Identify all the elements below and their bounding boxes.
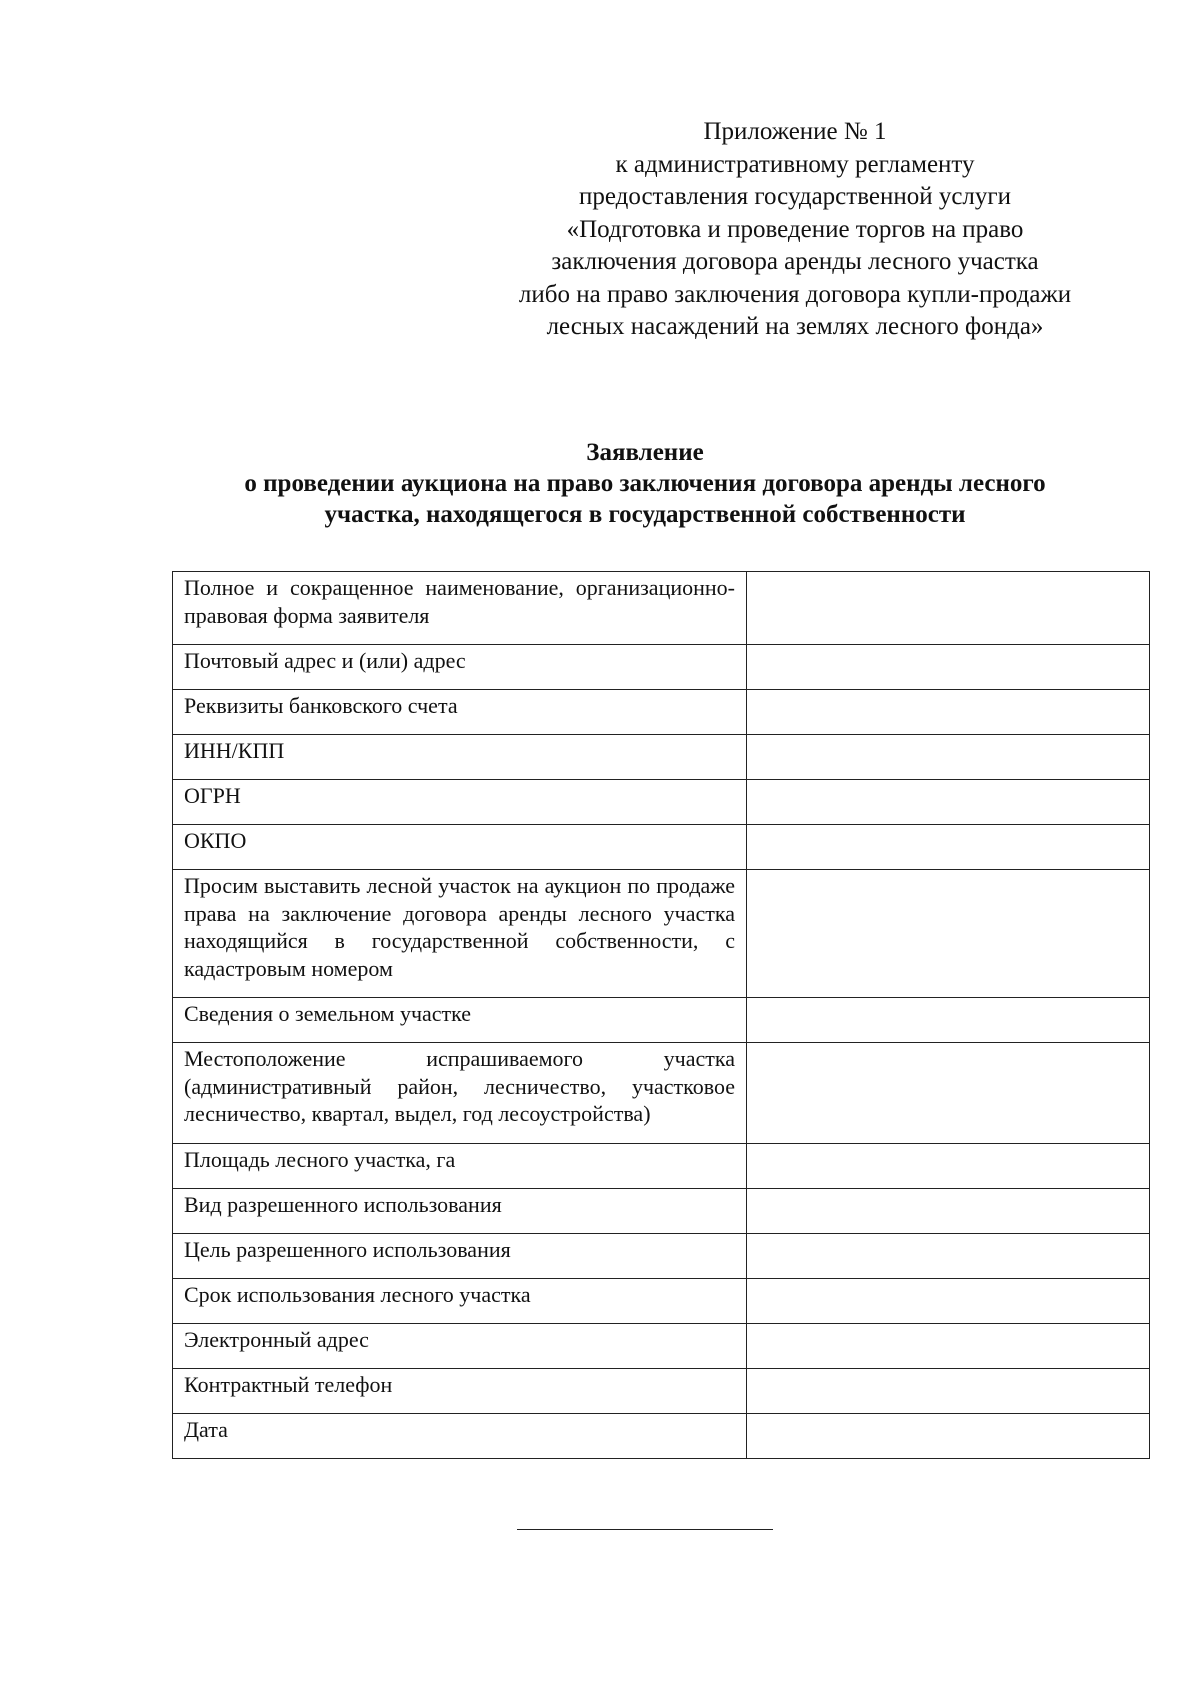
row-label: Сведения о земельном участке [173,998,747,1043]
table-row [173,1324,1150,1369]
application-form-table [172,571,1150,1459]
title-line: о проведении аукциона на право заключения договора аренды лесного [244,470,1046,497]
row-value-field[interactable] [747,690,1150,735]
row-value-field[interactable] [747,1369,1150,1414]
row-label: ОКПО [173,825,747,870]
table-row [173,870,1150,998]
title-line: участка, находящегося в государственной собственности [324,501,966,528]
table-row [173,1144,1150,1189]
table-row [173,1369,1150,1414]
row-value-field[interactable] [747,1234,1150,1279]
appendix-header [470,116,1120,344]
row-label: ОГРН [173,780,747,825]
table-row [173,690,1150,735]
table-row [173,780,1150,825]
row-value-field[interactable] [747,1189,1150,1234]
row-label: Почтовый адрес и (или) адрес [173,645,747,690]
row-value-field[interactable] [747,1414,1150,1459]
row-value-field[interactable] [747,572,1150,645]
row-label: Срок использования лесного участка [173,1279,747,1324]
row-label: Дата [173,1414,747,1459]
row-value-field[interactable] [747,1043,1150,1144]
appendix-line: к административному регламенту [615,150,975,178]
appendix-line: предоставления государственной услуги [578,183,1012,210]
row-label: Контрактный телефон [173,1369,747,1414]
row-value-field[interactable] [747,998,1150,1043]
row-label: Цель разрешенного использования [173,1234,747,1279]
row-value-field[interactable] [747,1144,1150,1189]
row-label: Просим выставить лесной участок на аукцион по продаже права на заключение договора аренды лесного участка находящийся в государственной собственности, с кадастровым номером [173,870,747,998]
appendix-line: Приложение № 1 [703,118,887,145]
table-row [173,1189,1150,1234]
document-title [100,437,1190,530]
table-row [173,825,1150,870]
table-row [173,572,1150,645]
appendix-line: заключения договора аренды лесного участка [551,248,1039,275]
title-heading: Заявление [586,439,704,466]
table-row [173,1234,1150,1279]
row-value-field[interactable] [747,735,1150,780]
row-value-field[interactable] [747,825,1150,870]
signature-line [517,1529,773,1530]
row-label: Вид разрешенного использования [173,1189,747,1234]
appendix-line: «Подготовка и проведение торгов на право [566,215,1024,243]
table-row [173,735,1150,780]
row-value-field[interactable] [747,645,1150,690]
table-row [173,645,1150,690]
row-value-field[interactable] [747,870,1150,998]
table-row [173,1414,1150,1459]
row-value-field[interactable] [747,780,1150,825]
row-value-field[interactable] [747,1324,1150,1369]
table-row [173,998,1150,1043]
row-value-field[interactable] [747,1279,1150,1324]
row-label: Электронный адрес [173,1324,747,1369]
row-label: Местоположение испрашиваемого участка (административный район, лесничество, участковое лесничество, квартал, выдел, год лесоустройства) [173,1043,747,1144]
row-label: ИНН/КПП [173,735,747,780]
appendix-line: либо на право заключения договора купли-продажи [518,280,1072,308]
row-label: Полное и сокращенное наименование, организационно-правовая форма заявителя [173,572,747,645]
table-row [173,1279,1150,1324]
row-label: Реквизиты банковского счета [173,690,747,735]
table-row [173,1043,1150,1144]
appendix-line: лесных насаждений на землях лесного фонда» [546,313,1044,340]
row-label: Площадь лесного участка, га [173,1144,747,1189]
